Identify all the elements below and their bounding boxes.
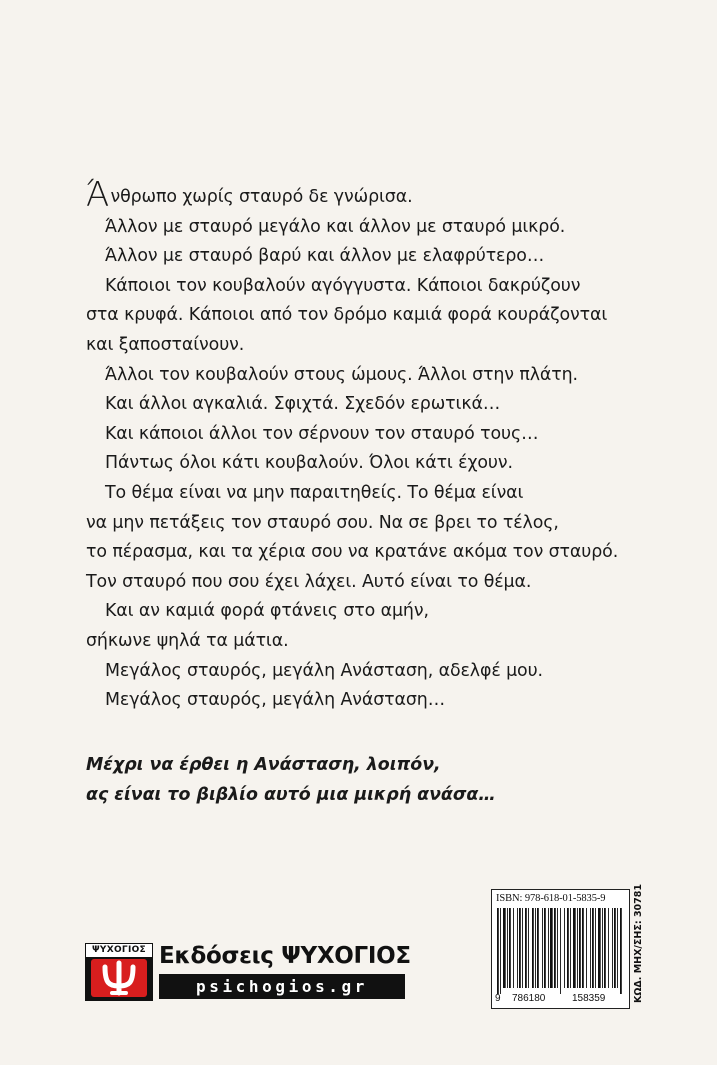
isbn-label: ISBN: 978-618-01-5835-9 [496, 893, 606, 904]
barcode-bar [617, 908, 618, 988]
psi-logo-badge [85, 943, 153, 1001]
poem-line: Άλλον με σταυρό μεγάλο και άλλον με σταυρό μικρό. [105, 216, 566, 237]
barcode-bar [573, 908, 576, 988]
barcode-bar [525, 908, 527, 988]
barcode-digits-left: 786180 [512, 993, 546, 1004]
barcode-bar [550, 908, 553, 988]
closing-statement [86, 750, 646, 810]
barcode-bar [535, 908, 536, 988]
barcode-bar [592, 908, 594, 988]
barcode-bar [507, 908, 508, 988]
poem-line: Άλλον με σταυρό βαρύ και άλλον με ελαφρύτερο… [105, 246, 545, 267]
barcode-bar [582, 908, 584, 988]
barcode-bar [579, 908, 581, 988]
barcode-bar [614, 908, 616, 988]
poem-line: στα κρυφά. Κάποιοι από τον δρόμο καμιά φορά κουράζονται [86, 305, 608, 326]
barcode-bar [612, 908, 613, 988]
barcode-bar [567, 908, 569, 988]
barcode-bar [602, 908, 603, 988]
poem-line: Και αν καμιά φορά φτάνεις στο αμήν, [105, 601, 429, 622]
poem-line: Και άλλοι αγκαλιά. Σφιχτά. Σχεδόν ερωτικά… [105, 394, 501, 415]
poem-line: σήκωνε ψηλά τα μάτια. [86, 630, 289, 651]
barcode-bar [590, 908, 591, 988]
publisher-url: psichogios.gr [159, 974, 405, 999]
barcode-bar [522, 908, 523, 988]
barcode-bar [500, 908, 501, 994]
logo-wordmark: ΨΥΧΟΓΙΟΣ [86, 944, 152, 957]
poem-line: το πέρασμα, και τα χέρια σου να κρατάνε ακόμα τον σταυρό. [86, 542, 619, 563]
barcode-bar [532, 908, 534, 988]
poem-line [86, 175, 646, 215]
barcode-bar [542, 908, 543, 988]
barcode-bar [577, 908, 578, 988]
poem-line: Πάντως όλοι κάτι κουβαλούν. Όλοι κάτι έχουν. [105, 453, 513, 474]
poem-line: Το θέμα είναι να μην παραιτηθείς. Το θέμα είναι [105, 482, 524, 503]
poem-line: Άλλοι τον κουβαλούν στους ώμους. Άλλοι στην πλάτη. [105, 364, 578, 385]
product-code: ΚΩΔ. ΜΗΧ/ΣΗΣ: 30781 [633, 884, 644, 1003]
barcode-bars [496, 908, 625, 994]
poem-line-text: νθρωπο χωρίς σταυρό δε γνώρισα. [110, 187, 413, 207]
psi-icon [91, 959, 147, 997]
isbn-barcode [491, 889, 630, 1009]
poem-line: Μεγάλος σταυρός, μεγάλη Ανάσταση, αδελφέ μου. [105, 660, 543, 681]
poem-line: και ξαποσταίνουν. [86, 334, 245, 355]
drop-cap: Ά [86, 175, 110, 215]
poem-line: Κάποιοι τον κουβαλούν αγόγγυστα. Κάποιοι δακρύζουν [105, 275, 581, 296]
barcode-bar [570, 908, 571, 988]
barcode-bar [544, 908, 546, 988]
poem-line: Μεγάλος σταυρός, μεγάλη Ανάσταση… [105, 690, 446, 711]
barcode-bar [595, 908, 596, 988]
barcode-bar [586, 908, 587, 988]
barcode-bar [519, 908, 521, 988]
barcode-bar [554, 908, 556, 988]
poem-line: Και κάποιοι άλλοι τον σέρνουν τον σταυρό τους… [105, 423, 539, 444]
barcode-digits-right: 158359 [572, 993, 606, 1004]
barcode-digits [492, 993, 629, 1007]
barcode-bar [537, 908, 539, 988]
publisher-logo [85, 943, 410, 999]
barcode-bar [608, 908, 609, 988]
barcode-bar [513, 908, 514, 988]
closing-line-1: Μέχρι να έρθει η Ανάσταση, λοιπόν, [86, 755, 441, 775]
poem-line: Τον σταυρό που σου έχει λάχει. Αυτό είναι το θέμα. [86, 571, 532, 592]
barcode-bar [509, 908, 511, 988]
barcode-bar [517, 908, 518, 988]
barcode-bar [564, 908, 565, 988]
barcode-bar [503, 908, 506, 988]
barcode-digit-first: 9 [495, 993, 501, 1004]
barcode-bar [528, 908, 529, 988]
barcode-bar [548, 908, 549, 988]
barcode-bar [560, 908, 561, 994]
closing-line-2: ας είναι το βιβλίο αυτό μια μικρή ανάσα… [86, 785, 496, 805]
barcode-bar [497, 908, 499, 994]
barcode-bar [620, 908, 622, 994]
back-cover-text [86, 175, 646, 716]
barcode-bar [604, 908, 606, 988]
publisher-name: Εκδόσεις ΨΥΧΟΓΙΟΣ [159, 943, 411, 969]
poem-line: να μην πετάξεις τον σταυρό σου. Να σε βρει το τέλος, [86, 512, 559, 533]
barcode-bar [557, 908, 558, 988]
barcode-bar [598, 908, 601, 988]
